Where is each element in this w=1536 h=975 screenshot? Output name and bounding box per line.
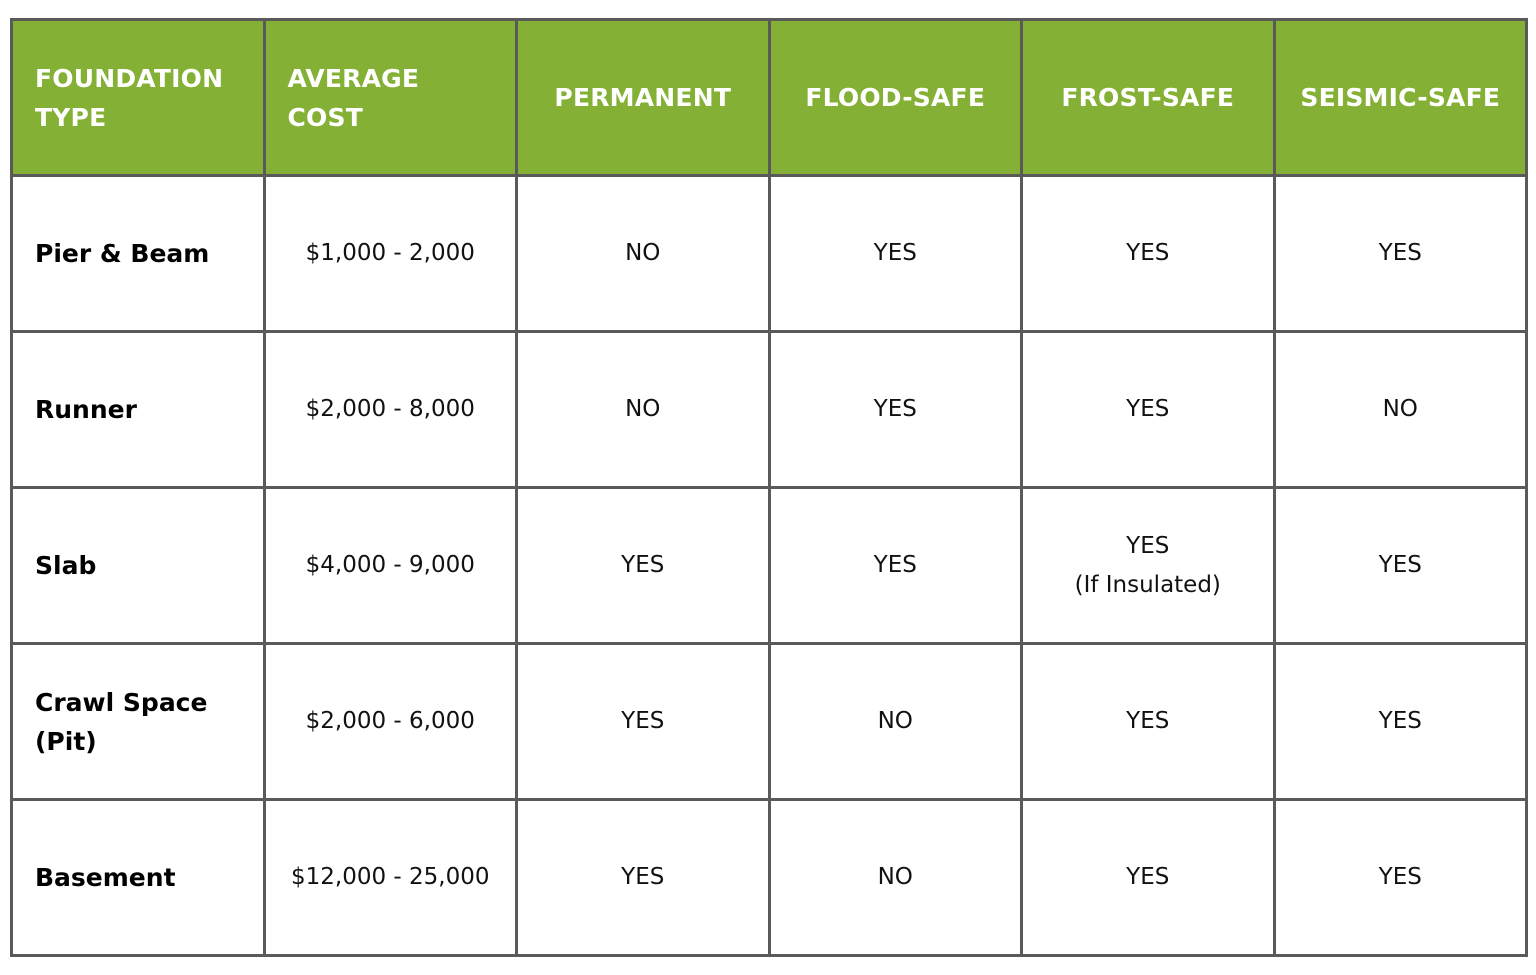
table-header (12, 20, 1527, 176)
cell-foundation-type (12, 644, 265, 800)
cell-flood-safe: YES (769, 488, 1022, 644)
cell-seismic-safe: YES (1274, 644, 1527, 800)
cell-frost-safe: YES (1022, 176, 1275, 332)
header-foundation-type-line1: FOUNDATION (35, 63, 224, 93)
table-row (12, 644, 1527, 800)
foundation-type-line2: (Pit) (35, 726, 97, 756)
cell-foundation-type: Slab (12, 488, 265, 644)
cell-flood-safe: NO (769, 644, 1022, 800)
cell-permanent: NO (517, 176, 770, 332)
cell-permanent: YES (517, 488, 770, 644)
cell-flood-safe: NO (769, 800, 1022, 956)
table-row (12, 176, 1527, 332)
cell-permanent: YES (517, 644, 770, 800)
foundation-type-line1: Crawl Space (35, 687, 208, 717)
cell-average-cost: $2,000 - 6,000 (264, 644, 517, 800)
frost-safe-value: YES (1126, 532, 1170, 559)
cell-average-cost: $12,000 - 25,000 (264, 800, 517, 956)
table-row (12, 800, 1527, 956)
cell-seismic-safe: YES (1274, 800, 1527, 956)
header-average-cost-line1: AVERAGE (287, 63, 420, 93)
header-foundation-type-line2: TYPE (35, 102, 107, 132)
cell-flood-safe: YES (769, 332, 1022, 488)
header-row (12, 20, 1527, 176)
cell-foundation-type: Runner (12, 332, 265, 488)
cell-frost-safe: YES (1022, 644, 1275, 800)
cell-seismic-safe: NO (1274, 332, 1527, 488)
table-row (12, 332, 1527, 488)
cell-frost-safe (1022, 488, 1275, 644)
header-seismic-safe: SEISMIC-SAFE (1274, 20, 1527, 176)
cell-permanent: YES (517, 800, 770, 956)
header-flood-safe: FLOOD-SAFE (769, 20, 1022, 176)
frost-safe-note: (If Insulated) (1074, 571, 1221, 598)
cell-average-cost: $4,000 - 9,000 (264, 488, 517, 644)
header-permanent: PERMANENT (517, 20, 770, 176)
cell-permanent: NO (517, 332, 770, 488)
cell-frost-safe: YES (1022, 800, 1275, 956)
cell-seismic-safe: YES (1274, 176, 1527, 332)
header-foundation-type (12, 20, 265, 176)
cell-average-cost: $2,000 - 8,000 (264, 332, 517, 488)
cell-flood-safe: YES (769, 176, 1022, 332)
cell-frost-safe: YES (1022, 332, 1275, 488)
table-body (12, 176, 1527, 956)
header-average-cost (264, 20, 517, 176)
cell-average-cost: $1,000 - 2,000 (264, 176, 517, 332)
cell-foundation-type: Basement (12, 800, 265, 956)
header-average-cost-line2: COST (287, 102, 363, 132)
cell-seismic-safe: YES (1274, 488, 1527, 644)
header-frost-safe: FROST-SAFE (1022, 20, 1275, 176)
foundation-comparison-table-wrapper (10, 18, 1525, 956)
foundation-comparison-table (10, 18, 1528, 957)
cell-foundation-type: Pier & Beam (12, 176, 265, 332)
table-row (12, 488, 1527, 644)
